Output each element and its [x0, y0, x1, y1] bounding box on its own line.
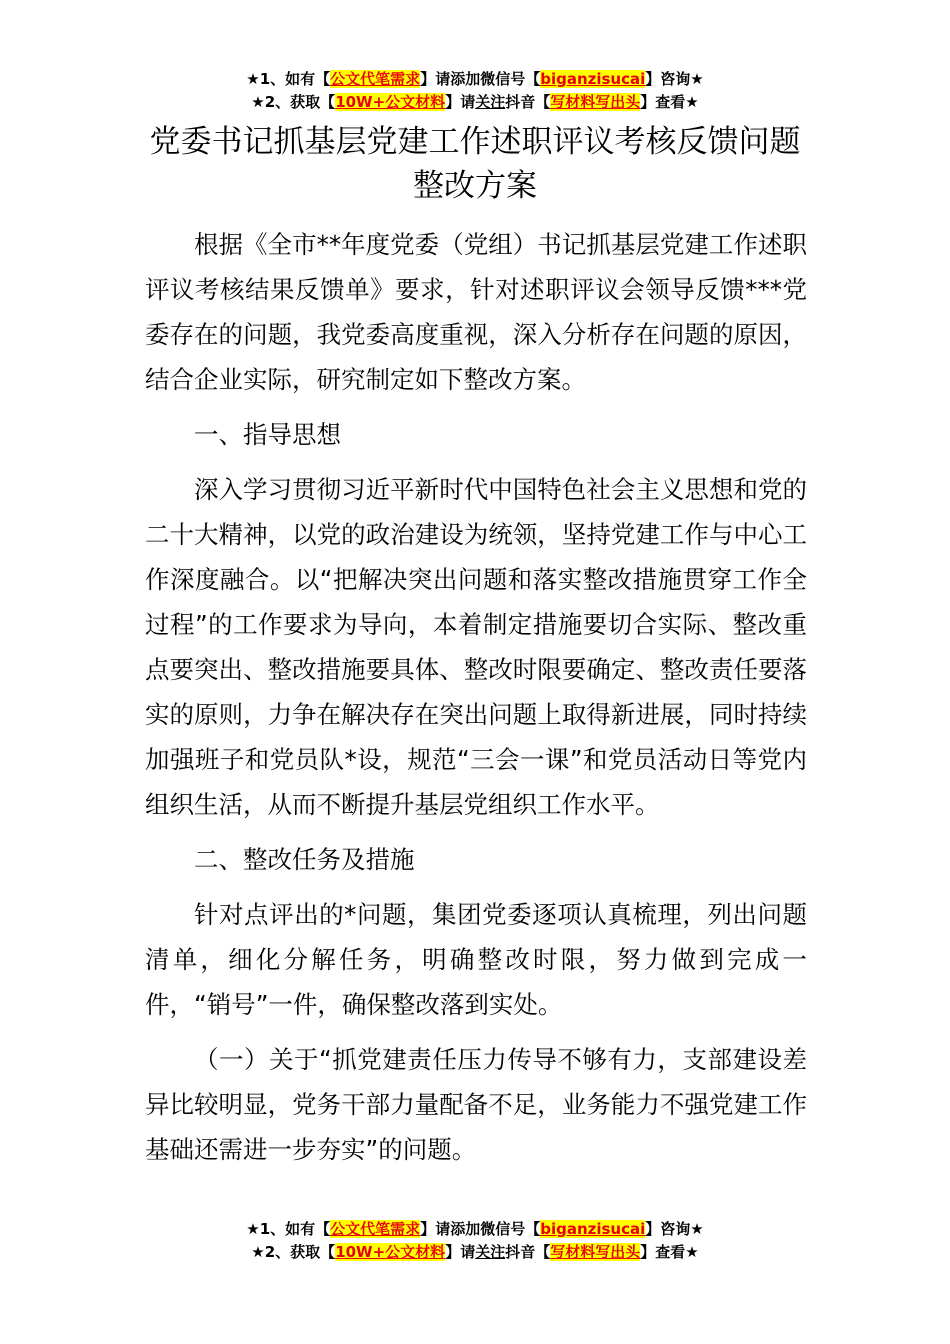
notice-underlined: 关注	[475, 1243, 506, 1261]
notice-text: ★1、如有【	[246, 1220, 331, 1238]
section-heading-1: 一、指导思想	[194, 420, 341, 449]
notice-text: 】请	[445, 93, 476, 111]
douyin-id-highlight: 写材料写出头	[550, 93, 641, 111]
notice-text: 】请添加微信号【	[420, 1220, 541, 1238]
notice-text: ★2、获取【	[251, 1243, 336, 1261]
notice-highlight: 10W+公文材料	[335, 93, 446, 111]
footer-notice-line-2	[0, 1241, 950, 1264]
douyin-id-highlight: 写材料写出头	[550, 1243, 641, 1261]
notice-text: 】查看★	[640, 93, 699, 111]
paragraph-item-1: （一）关于“抓党建责任压力传导不够有力，支部建设差异比较明显，党务干部力量配备不足，业务能力不强党建工作基础还需进一步夯实”的问题。	[145, 1045, 807, 1164]
footer-notice-line-1	[0, 1218, 950, 1241]
notice-text: ★1、如有【	[246, 70, 331, 88]
footer-notice	[0, 1218, 950, 1264]
section-heading-2: 二、整改任务及措施	[194, 845, 415, 874]
notice-text: 】咨询★	[645, 1220, 704, 1238]
notice-text: ★2、获取【	[251, 93, 336, 111]
wechat-id-highlight: biganzisucai	[540, 1220, 646, 1238]
wechat-id-highlight: biganzisucai	[540, 70, 646, 88]
notice-text: 】请添加微信号【	[420, 70, 541, 88]
document-body	[145, 222, 807, 1182]
document-title: 党委书记抓基层党建工作述职评议考核反馈问题整改方案	[149, 124, 801, 204]
notice-text: 】查看★	[640, 1243, 699, 1261]
notice-text: 抖音【	[505, 93, 551, 111]
notice-highlight: 公文代笔需求	[330, 70, 421, 88]
header-notice-line-2	[0, 91, 950, 114]
header-notice	[0, 68, 950, 114]
paragraph-guiding-ideology: 深入学习贯彻习近平新时代中国特色社会主义思想和党的二十大精神，以党的政治建设为统领，坚持党建工作与中心工作深度融合。以“把解决突出问题和落实整改措施贯穿工作全过程”的工作要求为导向，本着制定措施要切合实际、整改重点要突出、整改措施要具体、整改时限要确定、整改责任要落实的原则，力争在解决存在突出问题上取得新进展，同时持续加强班子和党员队*设，规范“三会一课”和党员活动日等党内组织生活，从而不断提升基层党组织工作水平。	[145, 475, 807, 819]
notice-text: 】咨询★	[645, 70, 704, 88]
notice-text: 】请	[445, 1243, 476, 1261]
notice-underlined: 关注	[475, 93, 506, 111]
paragraph-tasks: 针对点评出的*问题，集团党委逐项认真梳理，列出问题清单，细化分解任务，明确整改时限，努力做到完成一件，“销号”一件，确保整改落到实处。	[145, 900, 807, 1019]
notice-text: 抖音【	[505, 1243, 551, 1261]
notice-highlight: 10W+公文材料	[335, 1243, 446, 1261]
notice-highlight: 公文代笔需求	[330, 1220, 421, 1238]
paragraph-intro: 根据《全市**年度党委（党组）书记抓基层党建工作述职评议考核结果反馈单》要求，针对述职评议会领导反馈***党委存在的问题，我党委高度重视，深入分析存在问题的原因，结合企业实际，研究制定如下整改方案。	[145, 230, 807, 394]
header-notice-line-1	[0, 68, 950, 91]
